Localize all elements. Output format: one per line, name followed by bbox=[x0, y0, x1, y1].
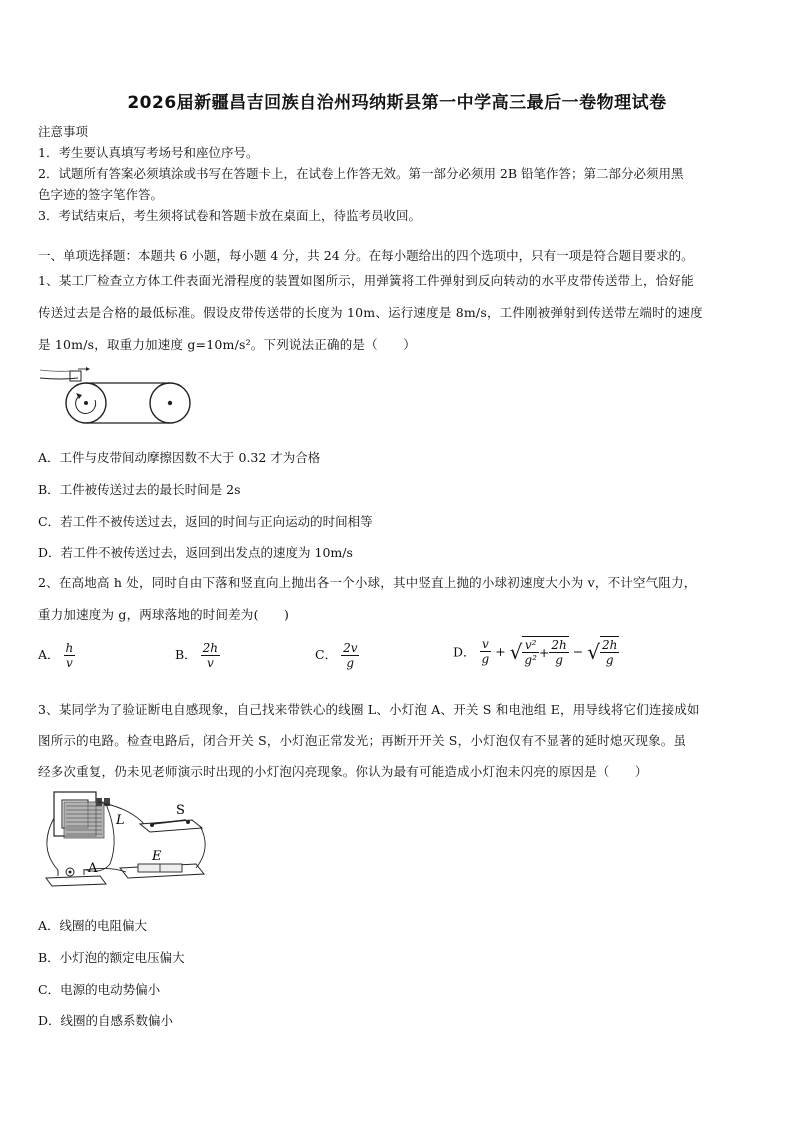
sqrt-expression-1 bbox=[510, 636, 569, 667]
fraction bbox=[480, 637, 492, 666]
fraction bbox=[522, 638, 539, 667]
q1-stem-line: 1、某工厂检查立方体工件表面光滑程度的装置如图所示，用弹簧将工件弹射到反向转动的水平皮带传送带上，恰好能 bbox=[38, 273, 694, 288]
option-label: D． bbox=[453, 644, 476, 660]
section-heading: 一、单项选择题：本题共 6 小题，每小题 4 分，共 24 分。在每小题给出的四个选项中，只有一项是符合题目要求的。 bbox=[38, 248, 694, 263]
q2-option-b[interactable] bbox=[175, 641, 220, 670]
q3-stem-line: 经多次重复，仍未见老师演示时出现的小灯泡闪亮现象。你认为最有可能造成小灯泡未闪亮的原因是（ ） bbox=[38, 764, 648, 779]
radical-sign: √ bbox=[587, 639, 600, 664]
numerator: v bbox=[480, 637, 492, 652]
plus-sign: + bbox=[495, 644, 506, 659]
numerator: h bbox=[65, 641, 74, 655]
notice-heading: 注意事项 bbox=[38, 124, 89, 139]
numerator: 2h bbox=[601, 638, 618, 652]
fraction bbox=[64, 641, 76, 670]
q3-stem-line: 3、某同学为了验证断电自感现象，自己找来带铁心的线圈 L、小灯泡 A、开关 S 和电池组 E，用导线将它们连接成如 bbox=[38, 702, 700, 717]
q3-stem-line: 图所示的电路。检查电路后，闭合开关 S，小灯泡正常发光；再断开开关 S，小灯泡仅有不显著的延时熄灭现象。虽 bbox=[38, 733, 687, 748]
q2-option-d[interactable] bbox=[453, 636, 619, 667]
option-label: C． bbox=[315, 647, 338, 662]
q2-stem-line: 重力加速度为 g，两球落地的时间差为( ) bbox=[38, 607, 290, 622]
q3-option-b[interactable]: B．小灯泡的额定电压偏大 bbox=[38, 950, 185, 965]
q2-stem-line: 2、在高地高 h 处，同时自由下落和竖直向上抛出各一个小球，其中竖直上抛的小球初速度大小为 v，不计空气阻力， bbox=[38, 575, 697, 590]
option-label: B． bbox=[175, 647, 197, 662]
denominator: g bbox=[346, 656, 355, 670]
q1-stem-line: 传送过去是合格的最低标准。假设皮带传送带的长度为 10m、运行速度是 8m/s，工件刚被弹射到传送带左端时的速度 bbox=[38, 305, 703, 320]
denominator: v bbox=[65, 656, 73, 670]
q1-stem-line: 是 10m/s，取重力加速度 g=10m/s²。下列说法正确的是（ ） bbox=[38, 337, 416, 352]
page-title: 2026届新疆昌吉回族自治州玛纳斯县第一中学高三最后一卷物理试卷 bbox=[127, 93, 667, 113]
sqrt-expression-2 bbox=[587, 636, 619, 667]
notice-item: 1．考生要认真填写考场号和座位序号。 bbox=[38, 145, 259, 160]
q3-option-c[interactable]: C．电源的电动势偏小 bbox=[38, 982, 161, 997]
notice-item: 3．考试结束后，考生须将试卷和答题卡放在桌面上，待监考员收回。 bbox=[38, 208, 421, 223]
numerator: 2h bbox=[202, 641, 219, 655]
circuit-figure bbox=[40, 788, 212, 894]
denominator: g² bbox=[524, 653, 537, 667]
fraction bbox=[600, 638, 619, 667]
option-label: A． bbox=[38, 647, 60, 662]
minus-sign: − bbox=[572, 644, 584, 659]
q1-option-c[interactable]: C．若工件不被传送过去，返回的时间与正向运动的时间相等 bbox=[38, 514, 373, 529]
q3-option-a[interactable]: A．线圈的电阻偏大 bbox=[38, 918, 148, 933]
label-S: S bbox=[176, 803, 185, 818]
label-A: A bbox=[88, 861, 98, 876]
radical-sign: √ bbox=[509, 639, 523, 664]
numerator: 2h bbox=[551, 638, 567, 652]
denominator: v bbox=[206, 656, 214, 670]
q1-option-b[interactable]: B．工件被传送过去的最长时间是 2s bbox=[38, 482, 241, 497]
denominator: g bbox=[605, 653, 614, 667]
numerator: v² bbox=[522, 638, 539, 653]
label-E: E bbox=[152, 849, 162, 864]
q1-option-a[interactable]: A．工件与皮带间动摩擦因数不大于 0.32 才为合格 bbox=[38, 450, 321, 465]
denominator: g bbox=[481, 652, 490, 666]
plus-sign: + bbox=[538, 645, 550, 660]
q2-option-c[interactable] bbox=[315, 641, 359, 670]
conveyor-belt-figure bbox=[40, 366, 200, 430]
q3-option-d[interactable]: D．线圈的自感系数偏小 bbox=[38, 1013, 174, 1028]
q2-option-a[interactable] bbox=[38, 641, 75, 670]
fraction bbox=[341, 641, 359, 670]
q1-option-d[interactable]: D．若工件不被传送过去，返回到出发点的速度为 10m/s bbox=[38, 545, 353, 560]
numerator: 2v bbox=[343, 641, 358, 655]
denominator: g bbox=[555, 653, 563, 667]
fraction bbox=[201, 641, 220, 670]
radicand bbox=[600, 636, 619, 667]
notice-item: 色字迹的签字笔作答。 bbox=[38, 187, 164, 202]
radicand bbox=[522, 636, 568, 667]
notice-item: 2．试题所有答案必须填涂或书写在答题卡上，在试卷上作答无效。第一部分必须用 2B 铅笔作答；第二部分必须用黑 bbox=[38, 166, 684, 181]
label-L: L bbox=[116, 813, 125, 828]
fraction bbox=[549, 638, 568, 667]
